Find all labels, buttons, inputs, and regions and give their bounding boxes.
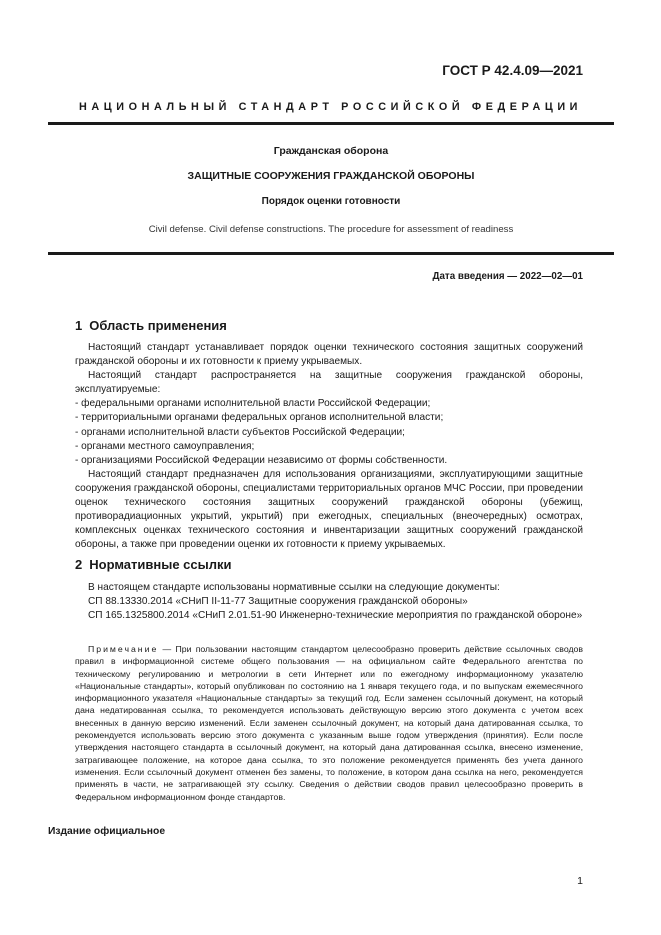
operator-list [75, 397, 583, 467]
list-item: - органами местного самоуправления; [75, 440, 255, 452]
title-line-2: ЗАЩИТНЫЕ СООРУЖЕНИЯ ГРАЖДАНСКОЙ ОБОРОНЫ [187, 170, 475, 182]
page-number: 1 [577, 875, 583, 887]
section-1-heading [75, 318, 227, 333]
section-2-heading [75, 557, 231, 572]
bottom-rule [48, 252, 614, 255]
top-rule [48, 122, 614, 125]
reference-1: СП 88.13330.2014 «СНиП II-11-77 Защитные сооружения гражданской обороны» [88, 596, 468, 608]
list-item: - территориальными органами федеральных органов исполнительной власти; [75, 412, 444, 424]
gost-number: ГОСТ Р 42.4.09—2021 [442, 63, 583, 78]
note-label: Примечание [88, 644, 159, 654]
official-publication-label: Издание официальное [48, 826, 166, 837]
list-item: - организациями Российской Федерации независимо от формы собственности. [75, 454, 448, 466]
section-1-title: Область применения [89, 318, 227, 333]
introduction-date: Дата введения — 2022—02—01 [432, 271, 583, 282]
section-1-paragraph-1: Настоящий стандарт устанавливает порядок оценки технического состояния защитных сооружений гражданской обороны и их готовности к приему укрываемых. [75, 342, 583, 368]
title-line-1: Гражданская оборона [273, 145, 389, 157]
section-2-body [75, 581, 583, 623]
list-item: - федеральными органами исполнительной власти Российской Федерации; [75, 398, 431, 410]
note-block [75, 643, 583, 803]
section-1-paragraph-2: Настоящий стандарт распространяется на защитные сооружения гражданской обороны, эксплуатируемые: [75, 370, 583, 396]
section-1-body [75, 341, 583, 552]
national-standard-banner: НАЦИОНАЛЬНЫЙ СТАНДАРТ РОССИЙСКОЙ ФЕДЕРАЦИИ [78, 101, 583, 113]
title-english: Civil defense. Civil defense constructions. The procedure for assessment of readiness [148, 224, 514, 235]
list-item: - органами исполнительной власти субъектов Российской Федерации; [75, 426, 405, 438]
section-1-paragraph-3: Настоящий стандарт предназначен для использования организациями, эксплуатирующими защитные сооружения гражданской обороны, специалистами территориальных органов МЧС России, при проведении оценок технического состояния защитных сооружений гражданской обороны (убежищ, противорадиационных укрытий, укрытий) при ежегодных, специальных (внеочередных) осмотрах, комплексных оценках технического состояния и инвентаризации защитных сооружений гражданской обороны, а также при проведении оценки их готовности к приему укрываемых. [75, 468, 583, 551]
section-2-number: 2 [75, 557, 83, 572]
title-line-3: Порядок оценки готовности [261, 196, 401, 207]
section-2-title: Нормативные ссылки [89, 557, 232, 572]
section-2-paragraph-1: В настоящем стандарте использованы нормативные ссылки на следующие документы: [88, 582, 500, 593]
note-text: — При пользовании настоящим стандартом целесообразно проверить действие ссылочных сводов правил в информационной системе общего пользования — на официальном сайте Федерального агентства по техническому регулированию и метрологии в сети Интернет или по ежегодному информационному указателю «Национальные стандарты», который опубликован по состоянию на 1 января текущего года, и по выпускам ежемесячного информационного указателя «Национальные стандарты» за текущий год. Если заменен ссылочный документ, на который дана недатированная ссылка, то рекомендуется использовать действующую версию этого документа с учетом всех внесенных в данную версию изменений. Если заменен ссылочный документ, на который дана датированная ссылка, то рекомендуется использовать версию этого документа с указанным выше годом утверждения (принятия). Если после утверждения настоящего стандарта в ссылочный документ, на который дана датированная ссылка, внесено изменение, затрагивающее положение, на которое дана ссылка, то это положение рекомендуется применять без учета данного изменения. Если ссылочный документ отменен без замены, то положение, в котором дана ссылка на него, рекомендуется применять в части, не затрагивающей эту ссылку. Сведения о действии сводов правил целесообразно проверить в Федеральном информационном фонде стандартов. [75, 644, 583, 802]
reference-2: СП 165.1325800.2014 «СНиП 2.01.51-90 Инженерно-технические мероприятия по гражданской обороне» [88, 610, 583, 622]
section-1-number: 1 [75, 318, 83, 333]
